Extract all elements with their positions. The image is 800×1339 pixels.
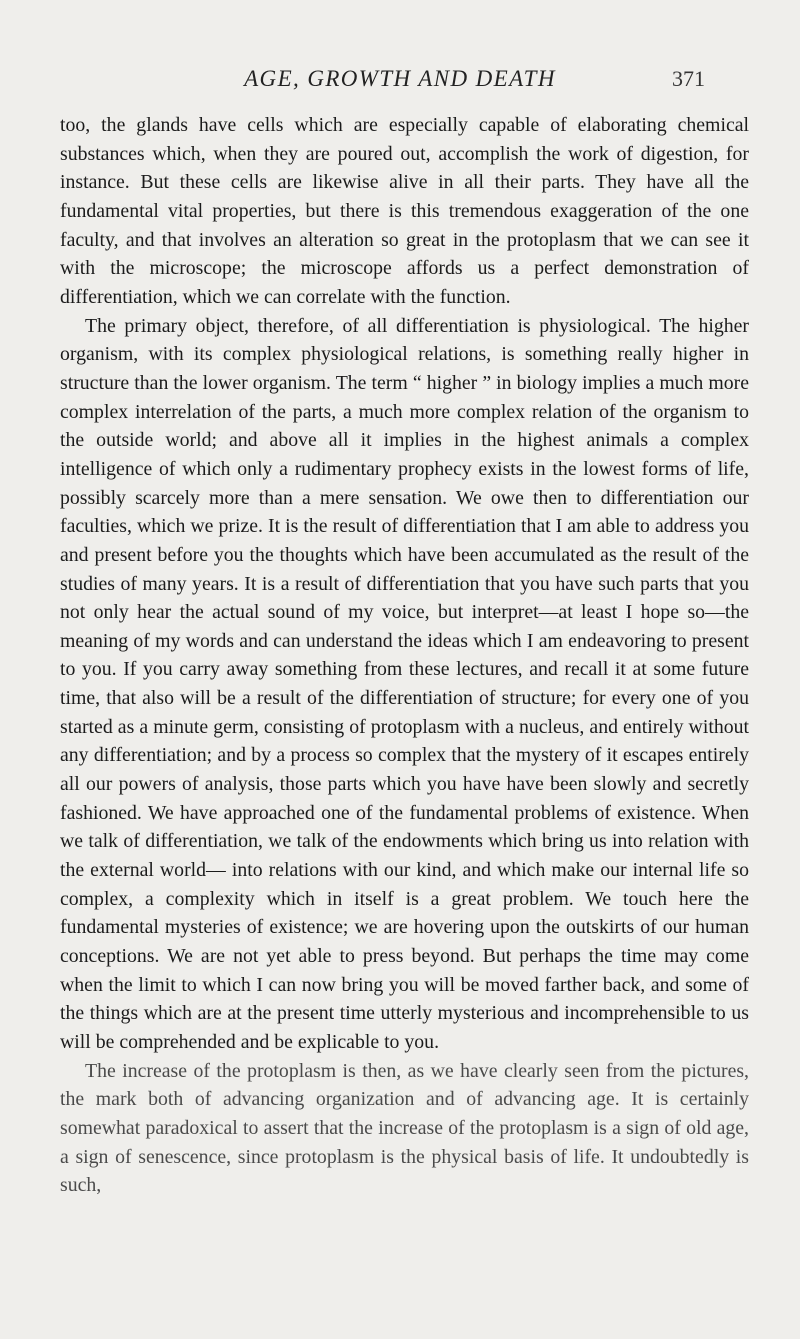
paragraph-continuation: too, the glands have cells which are especially capable of elaborating chemical substances which, when they are poured out, accomplish the work of digestion, for instance. But these cells are likewise alive in all their parts. They have all the fundamental vital properties, but there is this tremendous exaggeration of the one faculty, and that involves an alteration so great in the protoplasm that we can see it with the microscope; the microscope affords us a perfect demonstration of differentiation, which we can correlate with the function. xyxy=(60,114,749,308)
running-head xyxy=(0,66,800,98)
chapter-title: AGE, GROWTH AND DEATH xyxy=(244,66,556,91)
paragraph-differentiation: The primary object, therefore, of all differentiation is physiological. The higher organism, with its complex physiological relations, is something really higher in structure than the lower organism. The term “ higher ” in biology implies a much more complex interrelation of the parts, a much more complex relation of the organism to the outside world; and above all it implies in the highest animals a complex intelligence of which only a rudimentary prophecy exists in the lowest forms of life, possibly scarcely more than a mere sensation. We owe then to differentiation our faculties, which we prize. It is the result of differentiation that I am able to address you and present before you the thoughts which have been accumulated as the result of the studies of many years. It is a result of differentiation that you have such parts that you not only hear the actual sound of my voice, but interpret—at least I hope so—the meaning of my words and can understand the ideas which I am endeavoring to present to you. If you carry away something from these lectures, and recall it at some future time, that also will be a result of the differentiation of structure; for every one of you started as a minute germ, consisting of protoplasm with a nucleus, and entirely without any differentiation; and by a process so complex that the mystery of it escapes entirely all our powers of analysis, those parts which you have have been slowly and secretly fashioned. We have approached one of the fundamental problems of existence. When we talk of differentiation, we talk of the endowments which bring us into relation with the external world— into relations with our kind, and which make our internal life so complex, a complexity which in itself is a great problem. We touch here the fundamental mysteries of existence; we are hovering upon the outskirts of our human conceptions. We are not yet able to press beyond. But perhaps the time may come when the limit to which I can now bring you will be moved farther back, and some of the things which are at the present time utterly mysterious and incomprehensible to us will be comprehended and be explicable to you. xyxy=(60,314,749,1053)
paragraph-protoplasm: The increase of the protoplasm is then, as we have clearly seen from the pictures, the mark both of advancing organization and of advancing age. It is certainly somewhat paradoxical to assert that the increase of the protoplasm is a sign of old age, a sign of senescence, since protoplasm is the physical basis of life. It undoubtedly is such, xyxy=(60,1059,749,1197)
body-text xyxy=(60,111,749,1200)
page-number: 371 xyxy=(672,66,705,91)
